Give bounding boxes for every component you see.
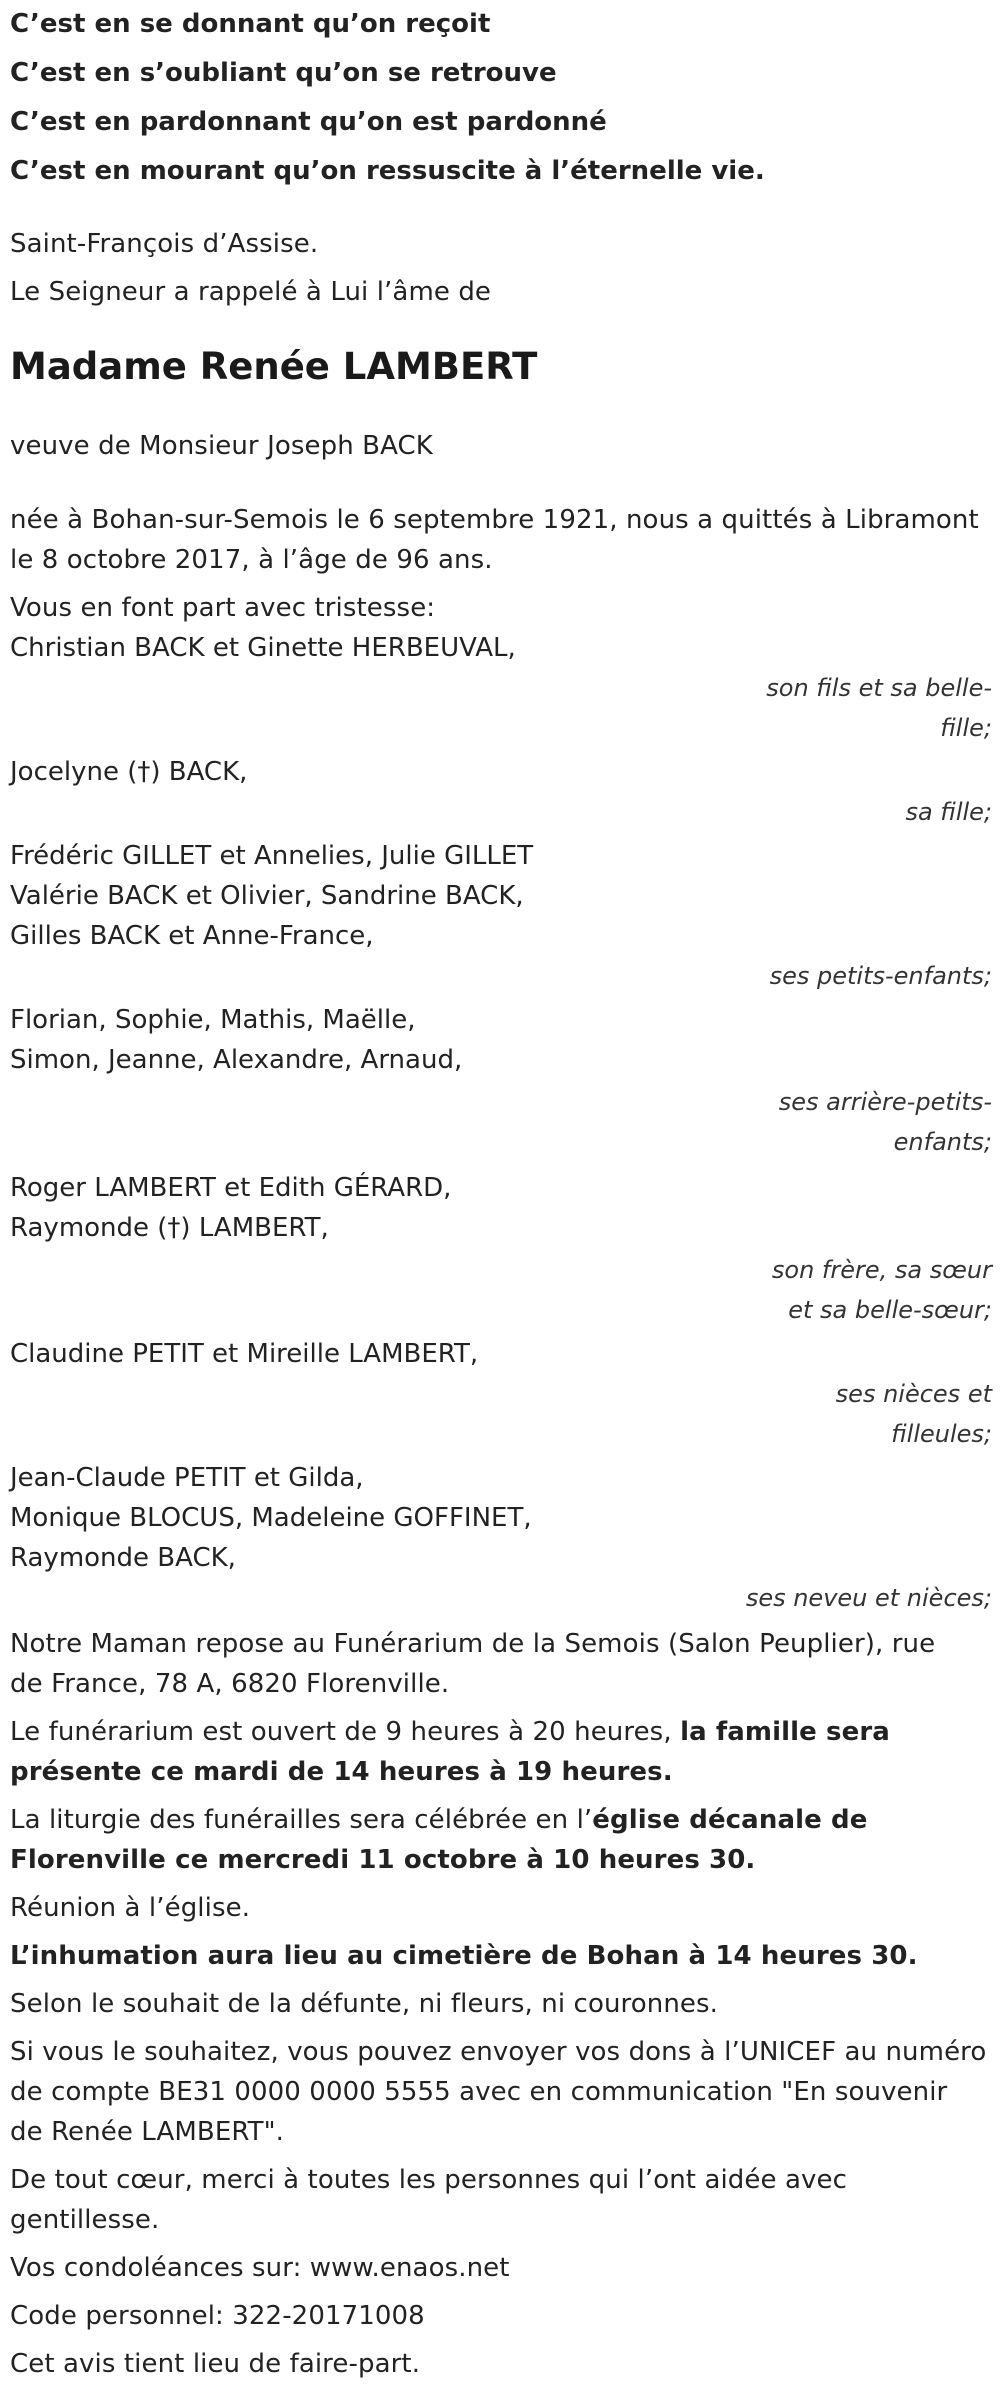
relation-label-cont: enfants; bbox=[893, 1128, 992, 1156]
family-member-line: Monique BLOCUS, Madeleine GOFFINET, bbox=[10, 1503, 532, 1533]
notice-text: Cet avis tient lieu de faire-part. bbox=[10, 2349, 421, 2379]
flowers-text: Selon le souhait de la défunte, ni fleurs, ni couronnes. bbox=[10, 1989, 719, 2019]
relation-label-cont: filleules; bbox=[891, 1420, 992, 1448]
family-member-line: Raymonde BACK, bbox=[10, 1543, 236, 1573]
family-intro: Vous en font part avec tristesse: bbox=[10, 593, 436, 623]
family-member-line: Claudine PETIT et Mireille LAMBERT, bbox=[10, 1339, 479, 1369]
family-member-line: Raymonde (†) LAMBERT, bbox=[10, 1213, 329, 1243]
intro-text: Le Seigneur a rappelé à Lui l’âme de bbox=[10, 277, 492, 307]
thanks-line-1: De tout cœur, merci à toutes les personnes qui l’ont aidée avec bbox=[10, 2165, 847, 2195]
reunion-text: Réunion à l’église. bbox=[10, 1893, 251, 1923]
family-list bbox=[10, 628, 992, 1618]
relation-label: sa fille; bbox=[905, 798, 992, 826]
donation-line-1: Si vous le souhaitez, vous pouvez envoyer vos dons à l’UNICEF au numéro bbox=[10, 2037, 987, 2067]
birth-death-paragraph bbox=[10, 500, 992, 580]
liturgy-line-2: Florenville ce mercredi 11 octobre à 10 heures 30. bbox=[10, 1845, 756, 1875]
relation-label: ses neveu et nièces; bbox=[745, 1584, 992, 1612]
relation-label-cont: fille; bbox=[940, 714, 992, 742]
thanks-paragraph bbox=[10, 2160, 992, 2240]
relation-label: ses petits-enfants; bbox=[769, 962, 992, 990]
thanks-line-2: gentillesse. bbox=[10, 2205, 160, 2235]
relation-label-cont: et sa belle-sœur; bbox=[788, 1296, 992, 1324]
family-group-nephew-nieces bbox=[10, 1458, 992, 1618]
liturgy-paragraph bbox=[10, 1800, 992, 1880]
family-member-line: Frédéric GILLET et Annelies, Julie GILLET bbox=[10, 841, 534, 871]
family-member-line: Jean-Claude PETIT et Gilda, bbox=[10, 1463, 364, 1493]
quote-line-1: C’est en se donnant qu’on reçoit bbox=[10, 9, 491, 39]
repose-line-2: de France, 78 A, 6820 Florenville. bbox=[10, 1669, 450, 1699]
donation-paragraph bbox=[10, 2032, 992, 2152]
family-member-line: Roger LAMBERT et Edith GÉRARD, bbox=[10, 1173, 452, 1203]
deceased-name: Madame Renée LAMBERT bbox=[10, 345, 538, 388]
repose-line-1: Notre Maman repose au Funérarium de la Semois (Salon Peuplier), rue bbox=[10, 1629, 936, 1659]
spouse-text: veuve de Monsieur Joseph BACK bbox=[10, 431, 433, 461]
quote-line-3: C’est en pardonnant qu’on est pardonné bbox=[10, 107, 607, 137]
family-group-nieces-godchildren bbox=[10, 1334, 992, 1454]
family-group-daughter bbox=[10, 752, 992, 832]
family-group-siblings bbox=[10, 1168, 992, 1330]
birth-death-line-2: le 8 octobre 2017, à l’âge de 96 ans. bbox=[10, 545, 493, 575]
condolences-text: Vos condoléances sur: www.enaos.net bbox=[10, 2253, 510, 2283]
relation-label: son frère, sa sœur bbox=[771, 1256, 992, 1284]
family-member-line: Jocelyne (†) BACK, bbox=[10, 757, 248, 787]
relation-label: ses nièces et bbox=[835, 1380, 992, 1408]
family-member-line: Gilles BACK et Anne-France, bbox=[10, 921, 374, 951]
donation-line-2: de compte BE31 0000 0000 5555 avec en communication "En souvenir bbox=[10, 2077, 948, 2107]
family-group-son bbox=[10, 628, 992, 748]
relation-label: ses arrière-petits- bbox=[778, 1088, 992, 1116]
quote-block bbox=[10, 0, 992, 196]
donation-line-3: de Renée LAMBERT". bbox=[10, 2117, 285, 2147]
personal-code-text: Code personnel: 322-20171008 bbox=[10, 2301, 425, 2331]
birth-death-line-1: née à Bohan-sur-Semois le 6 septembre 1921, nous a quittés à Libramont bbox=[10, 505, 979, 535]
family-member-line: Valérie BACK et Olivier, Sandrine BACK, bbox=[10, 881, 524, 911]
opening-hours-paragraph bbox=[10, 1712, 992, 1792]
family-member-line: Christian BACK et Ginette HERBEUVAL, bbox=[10, 633, 516, 663]
family-group-great-grandchildren bbox=[10, 1000, 992, 1162]
burial-text: L’inhumation aura lieu au cimetière de Bohan à 14 heures 30. bbox=[10, 1941, 918, 1971]
quote-author: Saint-François d’Assise. bbox=[10, 229, 319, 259]
family-member-line: Simon, Jeanne, Alexandre, Arnaud, bbox=[10, 1045, 463, 1075]
relation-label: son fils et sa belle- bbox=[766, 674, 992, 702]
quote-line-2: C’est en s’oubliant qu’on se retrouve bbox=[10, 58, 557, 88]
quote-line-4: C’est en mourant qu’on ressuscite à l’éternelle vie. bbox=[10, 156, 765, 186]
opening-line-1: Le funérarium est ouvert de 9 heures à 20 heures, la famille sera bbox=[10, 1717, 890, 1747]
family-member-line: Florian, Sophie, Mathis, Maëlle, bbox=[10, 1005, 416, 1035]
repose-paragraph bbox=[10, 1624, 992, 1704]
liturgy-line-1: La liturgie des funérailles sera célébrée en l’église décanale de bbox=[10, 1805, 868, 1835]
family-group-grandchildren bbox=[10, 836, 992, 996]
opening-line-2: présente ce mardi de 14 heures à 19 heures. bbox=[10, 1757, 673, 1787]
